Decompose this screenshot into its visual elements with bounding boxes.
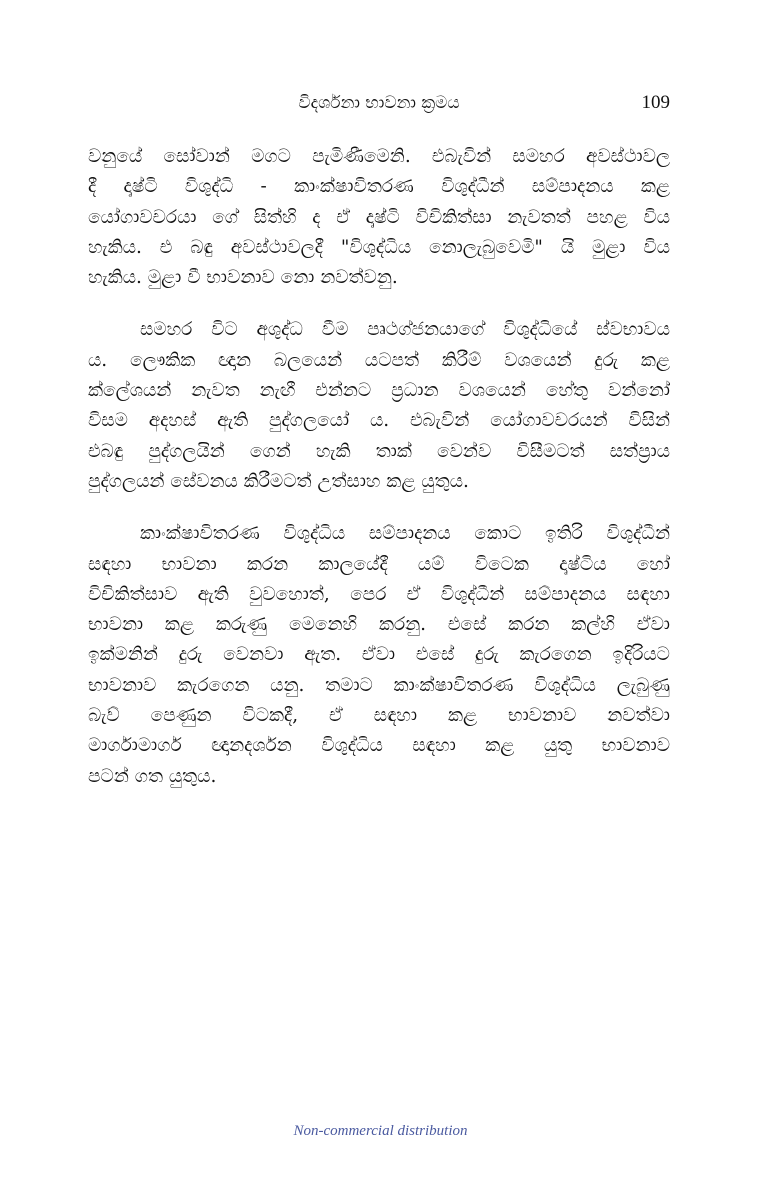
- text-line: විචිකිත්සාව ඇති වුවහොත්, පෙර ඒ විශුද්ධීන් සම්පාදනය සඳහා: [88, 583, 670, 605]
- body-text: [88, 142, 670, 814]
- footer-notice: Non-commercial distribution: [293, 1123, 468, 1139]
- page-number: 109: [641, 92, 670, 113]
- text-line: හැකිය. එ බඳු අවස්ථාවලදී "විශුද්ධිය නොලැබුවෙමි" යි මුළා විය: [88, 236, 670, 258]
- text-line: සමහර විට අශුද්ධ වීම පෘථග්ජනයාගේ විශුද්ධියේ ස්වභාවය: [140, 319, 670, 341]
- text-line: මාර්ගාමාර්ග ඥානදර්ශන විශුද්ධිය සඳහා කළ යුතු භාවනාව: [88, 735, 670, 757]
- text-line: සඳහා භාවනා කරන කාලයේදී යම් විටෙක දෘෂ්ටිය හෝ: [88, 553, 670, 575]
- text-line: භාවනාව කැරගෙන යනු. තමාට කාංක්ෂාවිතරණ විශුද්ධිය ලැබුණු: [88, 674, 670, 696]
- running-header: [88, 90, 670, 120]
- paragraph-2: [88, 315, 670, 497]
- text-line: එබඳු පුද්ගලයින් ගෙන් හැකි තාක් වෙන්ව විසීමටත් සත්ප්‍රාය: [88, 440, 670, 462]
- paragraph-3: [88, 519, 670, 792]
- paragraph-1: [88, 142, 670, 293]
- text-line: භාවනා කළ කරුණු මෙනෙහි කරනු. එසේ කරන කල්හි ඒවා: [88, 614, 670, 636]
- text-line: පුද්ගලයන් සේවනය කිරීමටත් උත්සාහ කළ යුතුය.: [88, 470, 469, 492]
- text-line: බැව් පෙණුන විටකදී, ඒ සඳහා කළ භාවනාව නවත්වා: [88, 705, 670, 727]
- text-line: හැකිය. මුළා වී භාවනාව නො නවත්වනු.: [88, 267, 398, 289]
- text-line: ක්ලේශයන් නැවත නැඟී එන්නට ප්‍රධාන වශයෙන් හේතු වන්නෝ: [88, 380, 670, 402]
- text-line: වනුයේ සෝවාන් මගට පැමිණීමෙනි. එබැවින් සමහර අවස්ථාවල: [88, 146, 670, 167]
- text-line: ඉක්මනින් දුරු වෙනවා ඇත. ඒවා එසේ දුරු කැරගෙන ඉදිරියට: [88, 644, 670, 666]
- text-line: කාංක්ෂාවිතරණ විශුද්ධිය සම්පාදනය කොට ඉතිරි විශුද්ධීන්: [140, 523, 670, 545]
- text-line: යෝගාවචරයා ගේ සිත්හි ද ඒ දෘෂ්ටි විචිකිත්සා නැවතත් පහළ විය: [88, 206, 670, 228]
- chapter-title: විදර්ශනා භාවනා ක්‍රමය: [298, 93, 460, 113]
- text-line: පටන් ගත යුතුය.: [88, 765, 217, 787]
- text-line: ය. ලෞකික ඥාන බලයෙන් යටපත් කිරීම් වශයෙන් දුරු කළ: [88, 349, 670, 371]
- text-line: දී දෘෂ්ටි විශුද්ධි - කාංක්ෂාවිතරණ විශුද්ධීන් සම්පාදනය කළ: [88, 176, 670, 198]
- text-line: විසම අදහස් ඇති පුද්ගලයෝ ය. එබැවින් යෝගාවචරයන් විසින්: [88, 410, 670, 432]
